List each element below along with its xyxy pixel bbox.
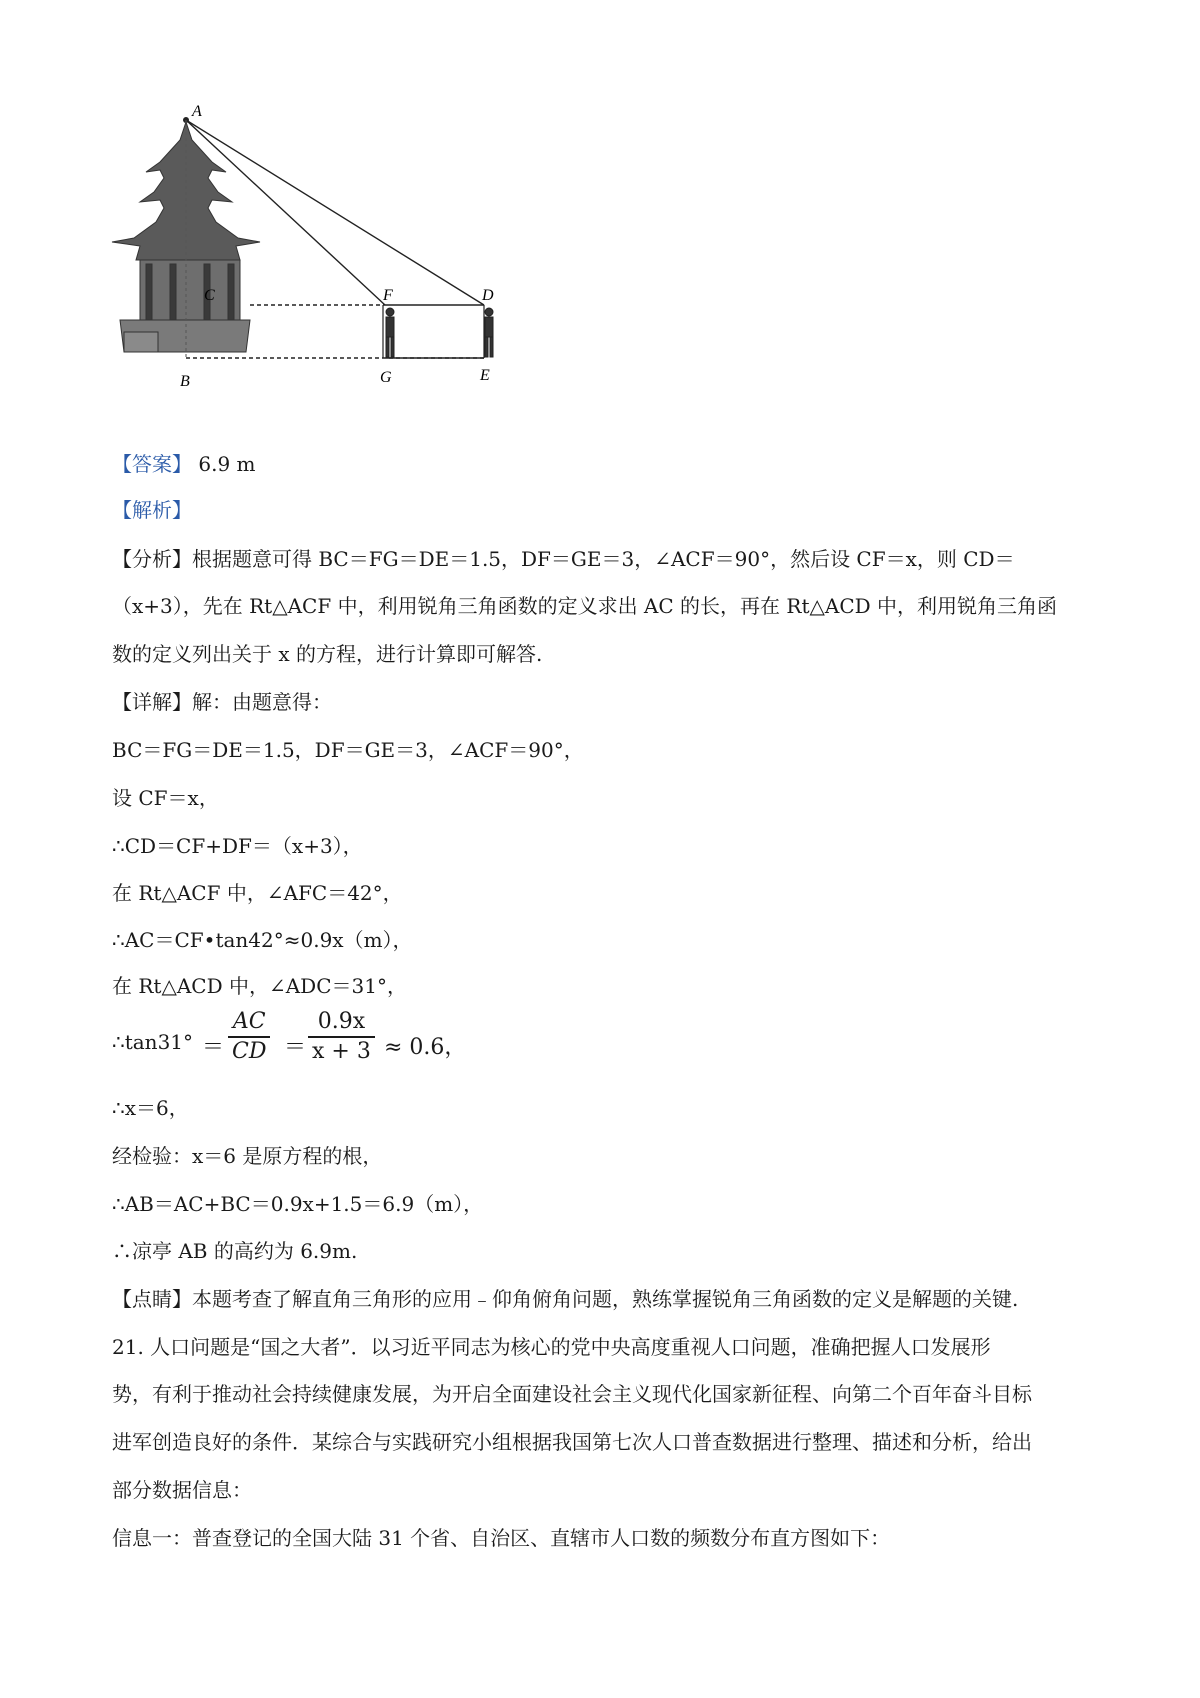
analysis-line-2: （x+3），先在 Rt△ACF 中，利用锐角三角函数的定义求出 AC 的长，再在 Rt△ACD 中，利用锐角三角函 xyxy=(112,594,1058,618)
analysis-line-3: 数的定义列出关于 x 的方程，进行计算即可解答. xyxy=(112,642,543,666)
detail-step-6: 在 Rt△ACD 中，∠ADC＝31°， xyxy=(112,974,407,998)
observer-at-de xyxy=(484,305,493,358)
question-21-line-4: 部分数据信息： xyxy=(112,1478,252,1502)
label-e: E xyxy=(480,367,490,384)
detail-after-3: ∴AB＝AC+BC＝0.9x+1.5＝6.9（m）， xyxy=(112,1192,484,1216)
question-21-info-1: 信息一：普查登记的全国大陆 31 个省、自治区、直辖市人口数的频数分布直方图如下： xyxy=(112,1526,891,1550)
detail-step-1: BC＝FG＝DE＝1.5，DF＝GE＝3，∠ACF＝90°， xyxy=(112,738,584,762)
detail-after-2: 经检验：x＝6 是原方程的根， xyxy=(112,1144,383,1168)
tan-equation xyxy=(112,1006,612,1076)
label-a: A xyxy=(192,103,202,120)
detail-intro: 解：由题意得： xyxy=(192,690,332,714)
detail-tag: 【详解】 xyxy=(112,690,192,714)
fraction-2-numerator: 0.9x xyxy=(317,1009,366,1034)
label-d: D xyxy=(482,287,494,304)
equation-equals-1: ＝ xyxy=(202,1035,225,1060)
remark-tag: 【点睛】 xyxy=(112,1287,192,1311)
label-g: G xyxy=(380,369,392,386)
remark-line xyxy=(112,1285,1018,1313)
question-21-line-3: 进军创造良好的条件．某综合与实践研究小组根据我国第七次人口普查数据进行整理、描述和分析，给出 xyxy=(112,1430,1032,1454)
equation-equals-2: ＝ xyxy=(284,1035,307,1060)
remark-text: 本题考查了解直角三角形的应用﹣仰角俯角问题，熟练掌握锐角三角函数的定义是解题的关键. xyxy=(192,1287,1019,1311)
detail-after-4: ∴凉亭 AB 的高约为 6.9m. xyxy=(112,1239,358,1263)
analysis-line-1 xyxy=(112,545,1015,573)
analysis-tag-fenxi: 【分析】 xyxy=(112,547,192,571)
fraction-09x xyxy=(308,1008,375,1066)
fraction-1-numerator: AC xyxy=(232,1009,266,1034)
detail-intro-line xyxy=(112,688,332,716)
label-c: C xyxy=(204,287,215,304)
analysis-text-1: 根据题意可得 BC＝FG＝DE＝1.5，DF＝GE＝3，∠ACF＝90°，然后设 CF＝x，则 CD＝ xyxy=(192,547,1015,571)
pavilion-diagram xyxy=(100,100,560,430)
fraction-ac-cd xyxy=(228,1008,270,1066)
observer-at-fg xyxy=(383,305,394,358)
answer-value: 6.9 m xyxy=(198,452,256,476)
detail-step-3: ∴CD＝CF+DF＝（x+3）， xyxy=(112,834,363,858)
detail-after-1: ∴x＝6， xyxy=(112,1096,189,1120)
detail-step-5: ∴AC＝CF•tan42°≈0.9x（m）， xyxy=(112,928,413,952)
equation-lead: ∴tan31° xyxy=(112,1030,194,1054)
question-21-line-2: 势，有利于推动社会持续健康发展，为开启全面建设社会主义现代化国家新征程、向第二个百年奋斗目标 xyxy=(112,1382,1032,1406)
question-21-line-1: 21. 人口问题是“国之大者”．以习近平同志为核心的党中央高度重视人口问题，准确把握人口发展形 xyxy=(112,1335,991,1359)
detail-step-2: 设 CF＝x， xyxy=(112,786,219,810)
detail-step-4: 在 Rt△ACF 中，∠AFC＝42°， xyxy=(112,881,403,905)
equation-approx: ≈ 0.6， xyxy=(384,1035,467,1060)
analysis-tag: 【解析】 xyxy=(112,498,192,522)
fraction-1-denominator: CD xyxy=(232,1038,267,1064)
label-f: F xyxy=(383,287,393,304)
answer-line xyxy=(112,450,256,478)
label-b: B xyxy=(180,373,190,390)
answer-tag: 【答案】 xyxy=(112,452,192,476)
fraction-2-denominator: x + 3 xyxy=(312,1038,371,1064)
